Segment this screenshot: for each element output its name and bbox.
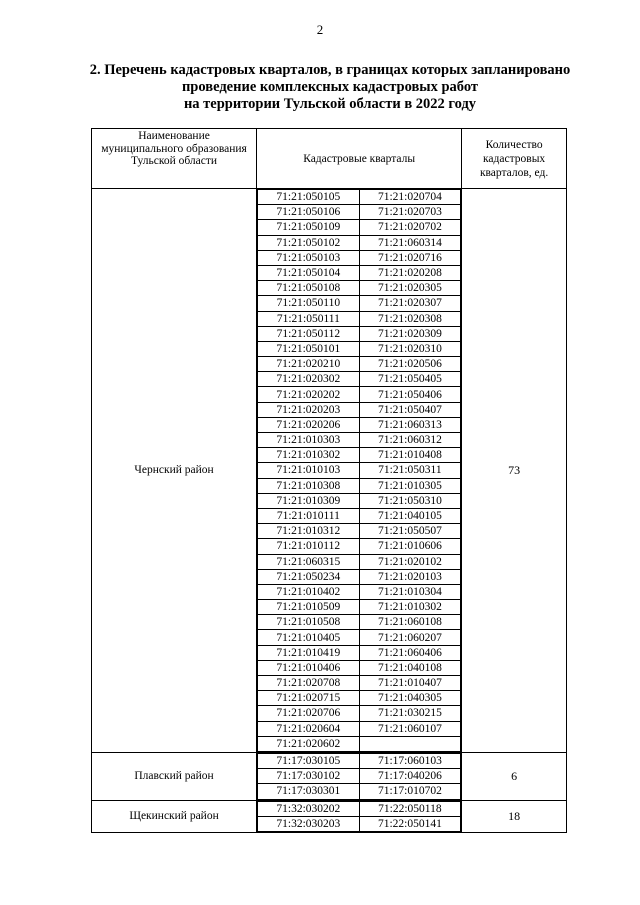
quarter-code: 71:21:050111 bbox=[258, 311, 360, 326]
quarter-row bbox=[258, 816, 461, 831]
quarter-row bbox=[258, 736, 461, 751]
quarter-code: 71:21:060312 bbox=[359, 433, 461, 448]
district-count: 73 bbox=[462, 189, 567, 753]
quarter-row bbox=[258, 615, 461, 630]
district-quarters bbox=[257, 800, 462, 832]
page-number: 2 bbox=[316, 22, 324, 37]
quarter-code: 71:21:020305 bbox=[359, 281, 461, 296]
district-name: Чернский район bbox=[92, 189, 257, 753]
quarter-code: 71:21:020210 bbox=[258, 357, 360, 372]
quarter-row bbox=[258, 326, 461, 341]
quarter-code: 71:21:040108 bbox=[359, 660, 461, 675]
quarter-code: 71:17:040206 bbox=[359, 769, 461, 784]
quarter-code: 71:21:010309 bbox=[258, 493, 360, 508]
quarter-code: 71:32:030202 bbox=[258, 801, 360, 816]
quarter-code: 71:21:050311 bbox=[359, 463, 461, 478]
quarter-code: 71:17:030102 bbox=[258, 769, 360, 784]
quarter-code: 71:21:010112 bbox=[258, 539, 360, 554]
quarter-row bbox=[258, 784, 461, 799]
quarter-code: 71:21:010408 bbox=[359, 448, 461, 463]
quarter-code: 71:21:020203 bbox=[258, 402, 360, 417]
quarter-code: 71:21:010111 bbox=[258, 508, 360, 523]
quarter-code: 71:21:050106 bbox=[258, 205, 360, 220]
quarters-grid bbox=[257, 753, 461, 800]
quarter-code: 71:21:020604 bbox=[258, 721, 360, 736]
quarter-row bbox=[258, 478, 461, 493]
quarter-code: 71:21:020302 bbox=[258, 372, 360, 387]
quarter-code: 71:21:010302 bbox=[258, 448, 360, 463]
quarter-row bbox=[258, 205, 461, 220]
quarter-row bbox=[258, 569, 461, 584]
quarter-row bbox=[258, 281, 461, 296]
district-count: 6 bbox=[462, 752, 567, 800]
quarter-code: 71:21:050110 bbox=[258, 296, 360, 311]
district-quarters bbox=[257, 189, 462, 753]
quarter-code: 71:21:050406 bbox=[359, 387, 461, 402]
quarter-code: 71:21:010407 bbox=[359, 676, 461, 691]
quarter-code: 71:17:030301 bbox=[258, 784, 360, 799]
quarter-row bbox=[258, 235, 461, 250]
quarter-code: 71:21:020102 bbox=[359, 554, 461, 569]
quarter-code: 71:21:010304 bbox=[359, 584, 461, 599]
quarter-row bbox=[258, 753, 461, 768]
quarter-code: 71:21:010302 bbox=[359, 600, 461, 615]
quarter-row bbox=[258, 769, 461, 784]
quarter-code: 71:21:010303 bbox=[258, 433, 360, 448]
quarter-row bbox=[258, 600, 461, 615]
quarter-code: 71:17:030105 bbox=[258, 753, 360, 768]
quarter-code: 71:21:020206 bbox=[258, 417, 360, 432]
quarter-code: 71:21:020506 bbox=[359, 357, 461, 372]
quarter-code: 71:21:060313 bbox=[359, 417, 461, 432]
quarter-code: 71:21:050108 bbox=[258, 281, 360, 296]
quarter-code: 71:21:050109 bbox=[258, 220, 360, 235]
quarter-row bbox=[258, 706, 461, 721]
header-municipality: Наименование муниципального образования Тульской области bbox=[92, 129, 257, 189]
quarters-grid bbox=[257, 189, 461, 752]
quarter-code: 71:21:010103 bbox=[258, 463, 360, 478]
district-row bbox=[92, 189, 567, 753]
quarter-code: 71:21:020716 bbox=[359, 250, 461, 265]
quarter-code: 71:21:010406 bbox=[258, 660, 360, 675]
quarter-row bbox=[258, 372, 461, 387]
quarter-row bbox=[258, 448, 461, 463]
quarter-code: 71:21:020715 bbox=[258, 691, 360, 706]
quarter-code: 71:17:010702 bbox=[359, 784, 461, 799]
quarter-code: 71:21:060406 bbox=[359, 645, 461, 660]
quarter-code: 71:21:010606 bbox=[359, 539, 461, 554]
quarter-code: 71:21:020309 bbox=[359, 326, 461, 341]
quarter-code: 71:21:060107 bbox=[359, 721, 461, 736]
quarter-row bbox=[258, 539, 461, 554]
quarter-code: 71:21:020708 bbox=[258, 676, 360, 691]
quarter-code: 71:21:060108 bbox=[359, 615, 461, 630]
quarter-code: 71:21:040305 bbox=[359, 691, 461, 706]
quarter-row bbox=[258, 220, 461, 235]
quarter-code: 71:21:050310 bbox=[359, 493, 461, 508]
quarter-code: 71:21:050102 bbox=[258, 235, 360, 250]
quarter-row bbox=[258, 660, 461, 675]
quarter-code: 71:21:020703 bbox=[359, 205, 461, 220]
quarter-code: 71:21:010405 bbox=[258, 630, 360, 645]
quarter-code: 71:32:030203 bbox=[258, 816, 360, 831]
quarter-code: 71:21:060315 bbox=[258, 554, 360, 569]
quarter-code: 71:21:020706 bbox=[258, 706, 360, 721]
quarter-row bbox=[258, 554, 461, 569]
district-name: Щекинский район bbox=[92, 800, 257, 832]
quarter-code: 71:21:020704 bbox=[359, 190, 461, 205]
district-count: 18 bbox=[462, 800, 567, 832]
quarter-row bbox=[258, 584, 461, 599]
district-row bbox=[92, 752, 567, 800]
quarter-code: 71:21:020702 bbox=[359, 220, 461, 235]
quarter-row bbox=[258, 630, 461, 645]
quarter-code: 71:21:030215 bbox=[359, 706, 461, 721]
quarter-row bbox=[258, 311, 461, 326]
heading-line-1: 2. Перечень кадастровых кварталов, в границах которых запланировано bbox=[89, 62, 571, 78]
document-heading bbox=[60, 62, 600, 113]
quarter-code: 71:21:060314 bbox=[359, 235, 461, 250]
quarter-row bbox=[258, 402, 461, 417]
quarter-row bbox=[258, 250, 461, 265]
quarter-row bbox=[258, 645, 461, 660]
quarter-code: 71:21:010312 bbox=[258, 524, 360, 539]
quarter-row bbox=[258, 721, 461, 736]
quarter-row bbox=[258, 296, 461, 311]
cadastral-quarters-table bbox=[91, 128, 567, 833]
quarter-row bbox=[258, 524, 461, 539]
district-row bbox=[92, 800, 567, 832]
quarter-code: 71:21:020103 bbox=[359, 569, 461, 584]
quarter-row bbox=[258, 493, 461, 508]
quarter-row bbox=[258, 357, 461, 372]
heading-line-2: проведение комплексных кадастровых работ bbox=[181, 79, 479, 95]
header-quarters: Кадастровые кварталы bbox=[257, 129, 462, 189]
quarters-grid bbox=[257, 801, 461, 832]
table-header-row bbox=[92, 129, 567, 189]
quarter-code: 71:21:050105 bbox=[258, 190, 360, 205]
district-quarters bbox=[257, 752, 462, 800]
quarter-code: 71:17:060103 bbox=[359, 753, 461, 768]
quarter-row bbox=[258, 508, 461, 523]
quarter-code: 71:21:010308 bbox=[258, 478, 360, 493]
quarter-code: 71:21:010305 bbox=[359, 478, 461, 493]
quarter-row bbox=[258, 387, 461, 402]
quarter-code: 71:21:020310 bbox=[359, 341, 461, 356]
quarter-code: 71:21:050112 bbox=[258, 326, 360, 341]
quarter-row bbox=[258, 801, 461, 816]
quarter-row bbox=[258, 433, 461, 448]
quarter-row bbox=[258, 190, 461, 205]
quarter-code: 71:21:020202 bbox=[258, 387, 360, 402]
quarter-code: 71:21:050405 bbox=[359, 372, 461, 387]
quarter-row bbox=[258, 676, 461, 691]
quarter-code: 71:21:050104 bbox=[258, 265, 360, 280]
quarter-code: 71:21:010402 bbox=[258, 584, 360, 599]
quarter-code: 71:21:020307 bbox=[359, 296, 461, 311]
quarter-code: 71:21:020308 bbox=[359, 311, 461, 326]
heading-line-3: на территории Тульской области в 2022 году bbox=[183, 96, 477, 112]
header-count: Количество кадастровых кварталов, ед. bbox=[462, 129, 567, 189]
quarter-row bbox=[258, 463, 461, 478]
quarter-code: 71:21:040105 bbox=[359, 508, 461, 523]
quarter-code: 71:21:020602 bbox=[258, 736, 360, 751]
quarter-code: 71:21:010508 bbox=[258, 615, 360, 630]
quarter-code: 71:21:010419 bbox=[258, 645, 360, 660]
quarter-code: 71:21:050101 bbox=[258, 341, 360, 356]
quarter-code: 71:21:050407 bbox=[359, 402, 461, 417]
quarter-code: 71:22:050118 bbox=[359, 801, 461, 816]
quarter-code: 71:21:060207 bbox=[359, 630, 461, 645]
quarter-code: 71:22:050141 bbox=[359, 816, 461, 831]
quarter-code: 71:21:050234 bbox=[258, 569, 360, 584]
quarter-row bbox=[258, 265, 461, 280]
quarter-code: 71:21:010509 bbox=[258, 600, 360, 615]
quarter-code: 71:21:020208 bbox=[359, 265, 461, 280]
quarter-code: 71:21:050507 bbox=[359, 524, 461, 539]
quarter-code: 71:21:050103 bbox=[258, 250, 360, 265]
district-name: Плавский район bbox=[92, 752, 257, 800]
quarter-row bbox=[258, 341, 461, 356]
quarter-code bbox=[359, 736, 461, 751]
quarter-row bbox=[258, 691, 461, 706]
quarter-row bbox=[258, 417, 461, 432]
